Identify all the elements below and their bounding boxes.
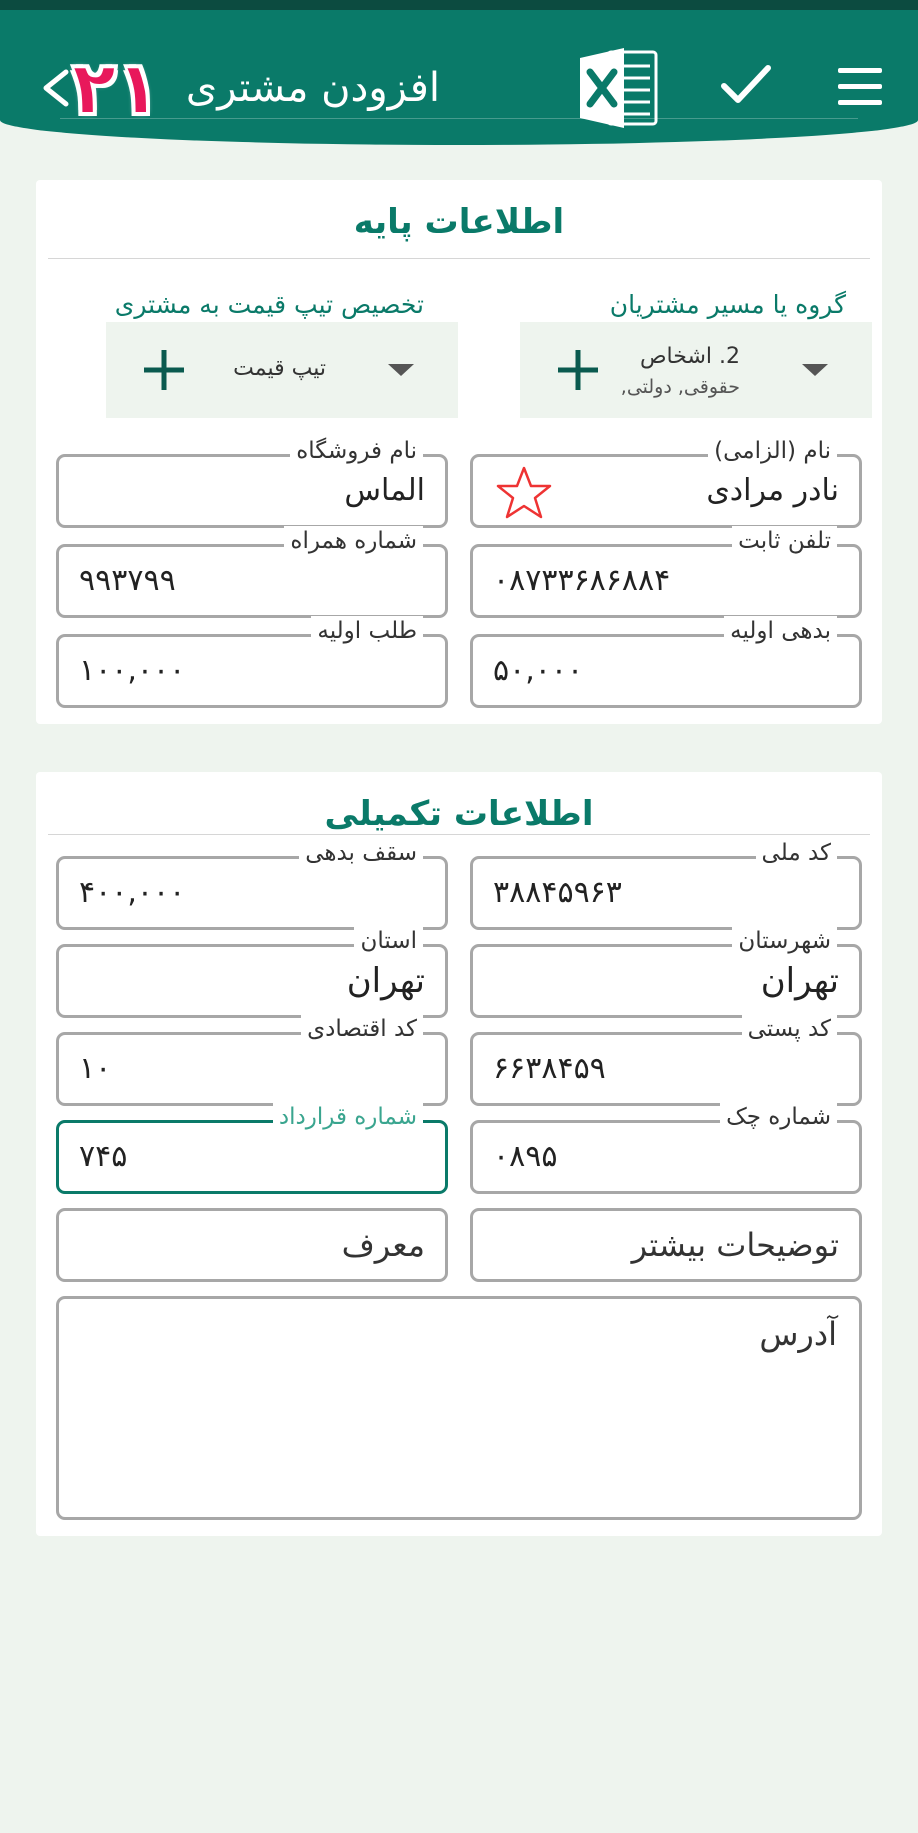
page-title: افزودن مشتری [185,65,440,111]
add-price-type-icon[interactable] [136,342,192,398]
contract-number-field[interactable] [56,1104,448,1194]
customer-group-label: گروه یا مسیر مشتریان [609,290,846,319]
price-dropdown-caret-icon [388,364,414,376]
notification-count-badge[interactable]: ۲۱ [72,46,160,130]
city-value: تهران [760,961,839,1001]
contract-number-label: شماره قرارداد [273,1102,423,1132]
name-label: نام (الزامی) [708,436,837,466]
postal-code-label: کد پستی [742,1014,837,1044]
status-bar [0,0,918,10]
store-name-label: نام فروشگاه [290,436,423,466]
city-label: شهرستان [732,926,837,956]
check-number-field[interactable] [470,1104,862,1194]
extra-info-title: اطلاعات تکمیلی [324,794,594,834]
debt-ceiling-label: سقف بدهی [299,838,423,868]
landline-value: ۰۸۷۳۳۶۸۶۸۸۴ [493,563,671,598]
national-code-label: کد ملی [756,838,837,868]
economic-code-label: کد اقتصادی [301,1014,423,1044]
favorite-star-icon[interactable] [495,465,553,521]
extra-info-divider [48,834,870,835]
referrer-placeholder: معرف [341,1226,425,1264]
economic-code-value: ۱۰ [79,1051,112,1086]
debt-ceiling-field[interactable] [56,840,448,930]
menu-icon[interactable] [832,60,892,112]
initial-debt-field[interactable] [470,618,862,708]
address-placeholder: آدرس [759,1315,837,1353]
price-type-spinner[interactable] [106,322,458,418]
app-bar-divider [60,118,858,119]
price-type-label: تخصیص تیپ قیمت به مشتری [114,290,424,319]
back-arrow-icon[interactable] [40,58,70,118]
contract-number-value: ۷۴۵ [79,1139,128,1174]
mobile-value: ۹۹۳۷۹۹ [79,563,176,598]
name-value: نادر مرادی [706,473,839,508]
national-code-value: ۳۸۸۴۵۹۶۳ [493,875,622,910]
name-field[interactable] [470,438,862,528]
more-description-field[interactable] [470,1208,862,1282]
province-value: تهران [346,961,425,1001]
check-number-label: شماره چک [720,1102,837,1132]
debt-ceiling-value: ۴۰۰,۰۰۰ [79,875,186,910]
postal-code-field[interactable] [470,1016,862,1106]
basic-info-divider [48,258,870,259]
more-description-placeholder: توضیحات بیشتر [631,1226,839,1264]
postal-code-value: ۶۶۳۸۴۵۹ [493,1051,606,1086]
initial-debt-label: بدهی اولیه [724,616,837,646]
basic-info-title: اطلاعات پایه [353,202,565,242]
customer-group-spinner[interactable] [520,322,872,418]
province-field[interactable] [56,928,448,1018]
initial-credit-field[interactable] [56,618,448,708]
initial-credit-value: ۱۰۰,۰۰۰ [79,653,186,688]
national-code-field[interactable] [470,840,862,930]
referrer-field[interactable] [56,1208,448,1282]
mobile-label: شماره همراه [284,526,423,556]
price-type-value: تیپ قیمت [233,356,326,381]
check-number-value: ۰۸۹۵ [493,1139,558,1174]
province-label: استان [354,926,423,956]
mobile-field[interactable] [56,528,448,618]
initial-debt-value: ۵۰,۰۰۰ [493,653,584,688]
extra-info-card [36,772,882,1536]
address-field[interactable] [56,1296,862,1520]
basic-info-card [36,180,882,724]
store-name-field[interactable] [56,438,448,528]
group-dropdown-caret-icon [802,364,828,376]
landline-label: تلفن ثابت [732,526,837,556]
group-value-line2: حقوقی, دولتی, [620,376,740,398]
excel-import-icon[interactable] [578,46,660,130]
add-group-icon[interactable] [550,342,606,398]
store-name-value: الماس [344,473,425,508]
save-check-icon[interactable] [716,54,776,114]
economic-code-field[interactable] [56,1016,448,1106]
initial-credit-label: طلب اولیه [311,616,423,646]
group-value-line1: 2. اشخاص [639,344,740,369]
landline-field[interactable] [470,528,862,618]
app-bar [0,10,918,145]
city-field[interactable] [470,928,862,1018]
